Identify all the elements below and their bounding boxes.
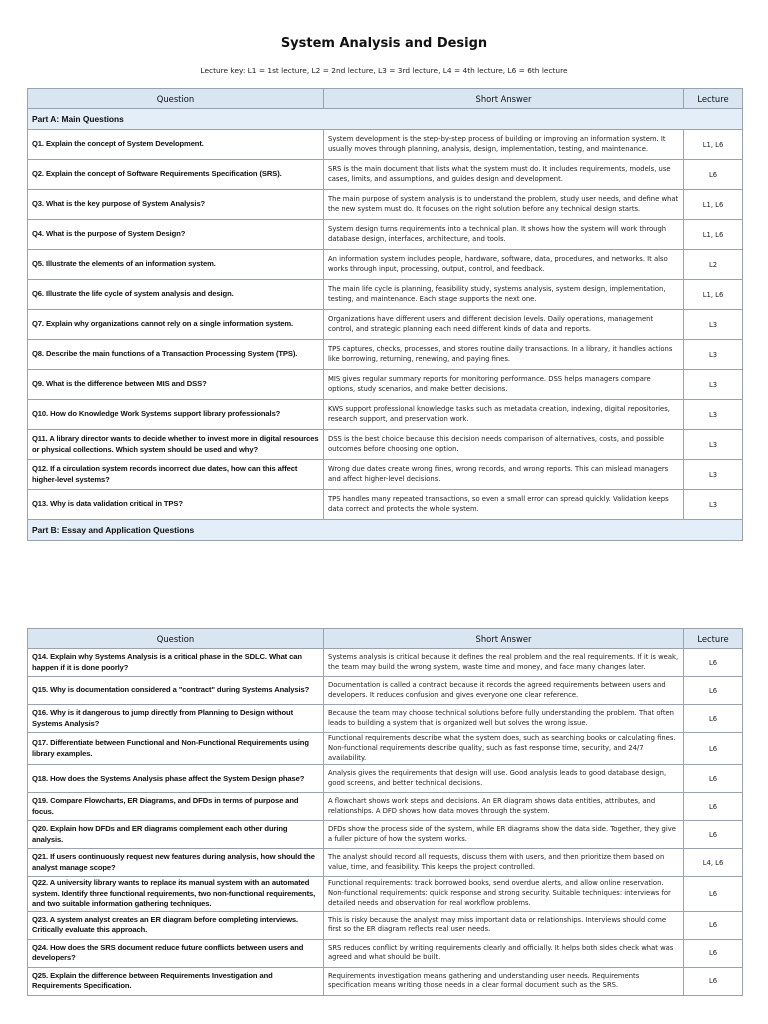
lecture-cell: L6 (684, 821, 743, 849)
question-cell: Q2. Explain the concept of Software Requirements Specification (SRS). (28, 160, 324, 190)
lecture-cell: L6 (684, 911, 743, 939)
table-row (28, 967, 743, 995)
answer-cell: KWS support professional knowledge tasks such as metadata creation, indexing, digital repositories, research support, and preservation work. (324, 400, 684, 430)
lecture-cell: L3 (684, 430, 743, 460)
lecture-cell: L3 (684, 310, 743, 340)
table-row (28, 280, 743, 310)
lecture-cell: L1, L6 (684, 130, 743, 160)
question-cell: Q3. What is the key purpose of System Analysis? (28, 190, 324, 220)
lecture-cell: L6 (684, 877, 743, 912)
table-row (28, 220, 743, 250)
answer-cell: A flowchart shows work steps and decisions. An ER diagram shows data entities, attributes, and relationships. A DFD shows how data moves through the system. (324, 793, 684, 821)
header-lecture: Lecture (684, 89, 743, 109)
question-cell: Q21. If users continuously request new features during analysis, how should the analyst manage scope? (28, 849, 324, 877)
header-question: Question (28, 89, 324, 109)
question-cell: Q6. Illustrate the life cycle of system analysis and design. (28, 280, 324, 310)
lecture-cell: L3 (684, 460, 743, 490)
answer-cell: Functional requirements: track borrowed books, send overdue alerts, and allow online reservation. Non-functional requirements: quick response and strong security. Suitable techniques: interviews for detailed needs and observation for real workflow problems. (324, 877, 684, 912)
header-lecture: Lecture (684, 629, 743, 649)
table-row (28, 310, 743, 340)
lecture-cell: L3 (684, 400, 743, 430)
question-cell: Q9. What is the difference between MIS and DSS? (28, 370, 324, 400)
question-cell: Q19. Compare Flowcharts, ER Diagrams, and DFDs in terms of purpose and focus. (28, 793, 324, 821)
answer-cell: Systems analysis is critical because it defines the real problem and the real requirements. If it is weak, the team may build the wrong system, waste time and money, and face many changes later. (324, 649, 684, 677)
table-header-row (28, 629, 743, 649)
answer-cell: TPS handles many repeated transactions, so even a small error can spread quickly. Validation keeps data correct and protects the whole system. (324, 490, 684, 520)
question-cell: Q24. How does the SRS document reduce future conflicts between users and developers? (28, 939, 324, 967)
lecture-cell: L1, L6 (684, 190, 743, 220)
lecture-cell: L3 (684, 370, 743, 400)
header-short-answer: Short Answer (324, 629, 684, 649)
answer-cell: Organizations have different users and different decision levels. Daily operations, management control, and strategic planning each need different kinds of data and reports. (324, 310, 684, 340)
question-cell: Q4. What is the purpose of System Design? (28, 220, 324, 250)
header-question: Question (28, 629, 324, 649)
lecture-cell: L6 (684, 733, 743, 765)
answer-cell: DSS is the best choice because this decision needs comparison of alternatives, costs, and possible outcomes before choosing one option. (324, 430, 684, 460)
lecture-cell: L6 (684, 765, 743, 793)
lecture-cell: L6 (684, 705, 743, 733)
question-cell: Q23. A system analyst creates an ER diagram before completing interviews. Critically evaluate this approach. (28, 911, 324, 939)
answer-cell: The analyst should record all requests, discuss them with users, and then prioritize them based on value, time, and feasibility. This keeps the project controlled. (324, 849, 684, 877)
lecture-cell: L6 (684, 793, 743, 821)
table-row (28, 705, 743, 733)
lecture-cell: L6 (684, 677, 743, 705)
lecture-cell: L6 (684, 160, 743, 190)
question-cell: Q8. Describe the main functions of a Transaction Processing System (TPS). (28, 340, 324, 370)
question-cell: Q11. A library director wants to decide whether to invest more in digital resources or physical collections. Which system should be used and why? (28, 430, 324, 460)
table-row (28, 190, 743, 220)
page-title: System Analysis and Design (280, 36, 488, 51)
lecture-cell: L6 (684, 939, 743, 967)
answer-cell: DFDs show the process side of the system, while ER diagrams show the data side. Together, they give a fuller picture of how the system works. (324, 821, 684, 849)
table-row (28, 911, 743, 939)
answer-cell: Functional requirements describe what the system does, such as searching books or calculating fines. Non-functional requirements describe quality, such as fast response time, security, and 24/7 availability. (324, 733, 684, 765)
section-title-part-b: Part B: Essay and Application Questions (28, 520, 743, 541)
question-cell: Q13. Why is data validation critical in TPS? (28, 490, 324, 520)
answer-cell: TPS captures, checks, processes, and stores routine daily transactions. In a library, it handles actions like borrowing, returning, renewing, and paying fines. (324, 340, 684, 370)
lecture-cell: L1, L6 (684, 280, 743, 310)
question-cell: Q10. How do Knowledge Work Systems support library professionals? (28, 400, 324, 430)
table-row (28, 821, 743, 849)
answer-cell: MIS gives regular summary reports for monitoring performance. DSS helps managers compare options, study scenarios, and make better decisions. (324, 370, 684, 400)
question-cell: Q17. Differentiate between Functional and Non-Functional Requirements using library examples. (28, 733, 324, 765)
question-cell: Q22. A university library wants to replace its manual system with an automated system. Identify three functional requirements, two non-functional requirements, and two suitable information gathering techniques. (28, 877, 324, 912)
table-row (28, 765, 743, 793)
question-cell: Q7. Explain why organizations cannot rely on a single information system. (28, 310, 324, 340)
question-cell: Q1. Explain the concept of System Development. (28, 130, 324, 160)
answer-cell: System development is the step-by-step process of building or improving an information system. It usually moves through planning, analysis, design, implementation, testing, and maintenance. (324, 130, 684, 160)
lecture-cell: L2 (684, 250, 743, 280)
question-cell: Q16. Why is it dangerous to jump directly from Planning to Design without Systems Analysis? (28, 705, 324, 733)
table-row (28, 877, 743, 912)
table-row (28, 370, 743, 400)
table-header-row (28, 89, 743, 109)
answer-cell: The main life cycle is planning, feasibility study, systems analysis, system design, implementation, testing, and maintenance. Each stage supports the next one. (324, 280, 684, 310)
lecture-cell: L3 (684, 490, 743, 520)
answer-cell: Wrong due dates create wrong fines, wrong records, and wrong reports. This can mislead managers and affect higher-level decisions. (324, 460, 684, 490)
question-cell: Q12. If a circulation system records incorrect due dates, how can this affect higher-level systems? (28, 460, 324, 490)
question-cell: Q5. Illustrate the elements of an information system. (28, 250, 324, 280)
question-cell: Q20. Explain how DFDs and ER diagrams complement each other during analysis. (28, 821, 324, 849)
question-cell: Q18. How does the Systems Analysis phase affect the System Design phase? (28, 765, 324, 793)
table-row (28, 677, 743, 705)
answer-cell: Analysis gives the requirements that design will use. Good analysis leads to good database design, good screens, and better technical decisions. (324, 765, 684, 793)
answer-cell: Requirements investigation means gathering and understanding user needs. Requirements specification means writing those needs in a clear formal document such as the SRS. (324, 967, 684, 995)
answer-cell: Because the team may choose technical solutions before fully understanding the problem. That often leads to building a system that is organized well but solves the wrong issue. (324, 705, 684, 733)
table-row (28, 430, 743, 460)
table-row (28, 130, 743, 160)
table-row (28, 649, 743, 677)
question-cell: Q25. Explain the difference between Requirements Investigation and Requirements Specification. (28, 967, 324, 995)
table-row (28, 400, 743, 430)
table-row (28, 340, 743, 370)
header-short-answer: Short Answer (324, 89, 684, 109)
lecture-key: Lecture key: L1 = 1st lecture, L2 = 2nd lecture, L3 = 3rd lecture, L4 = 4th lecture, L6 = 6th lecture (200, 66, 568, 75)
lecture-cell: L3 (684, 340, 743, 370)
table-row (28, 250, 743, 280)
table-row (28, 939, 743, 967)
answer-cell: Documentation is called a contract because it records the agreed requirements between users and developers. It reduces confusion and gives everyone one clear reference. (324, 677, 684, 705)
questions-table-part-b (27, 628, 743, 996)
section-row-part-b (28, 520, 743, 541)
section-title-part-a: Part A: Main Questions (28, 109, 743, 130)
questions-table-part-a (27, 88, 743, 541)
table-row (28, 160, 743, 190)
question-cell: Q15. Why is documentation considered a "contract" during Systems Analysis? (28, 677, 324, 705)
question-cell: Q14. Explain why Systems Analysis is a critical phase in the SDLC. What can happen if it is done poorly? (28, 649, 324, 677)
answer-cell: This is risky because the analyst may miss important data or relationships. Interviews should come first so the ER diagram reflects real user needs. (324, 911, 684, 939)
lecture-cell: L6 (684, 967, 743, 995)
answer-cell: An information system includes people, hardware, software, data, procedures, and networks. It also works through input, processing, output, control, and feedback. (324, 250, 684, 280)
table-row (28, 460, 743, 490)
answer-cell: The main purpose of system analysis is to understand the problem, study user needs, and define what the new system must do. It focuses on the right solution before any technical design starts. (324, 190, 684, 220)
table-row (28, 849, 743, 877)
lecture-cell: L4, L6 (684, 849, 743, 877)
table-row (28, 793, 743, 821)
table-row (28, 733, 743, 765)
lecture-cell: L1, L6 (684, 220, 743, 250)
table-row (28, 490, 743, 520)
answer-cell: SRS is the main document that lists what the system must do. It includes requirements, models, use cases, limits, and assumptions, and guides design and development. (324, 160, 684, 190)
answer-cell: System design turns requirements into a technical plan. It shows how the system will work through database design, interfaces, architecture, and tools. (324, 220, 684, 250)
lecture-cell: L6 (684, 649, 743, 677)
section-row-part-a (28, 109, 743, 130)
answer-cell: SRS reduces conflict by writing requirements clearly and officially. It helps both sides check what was agreed and what should be built. (324, 939, 684, 967)
